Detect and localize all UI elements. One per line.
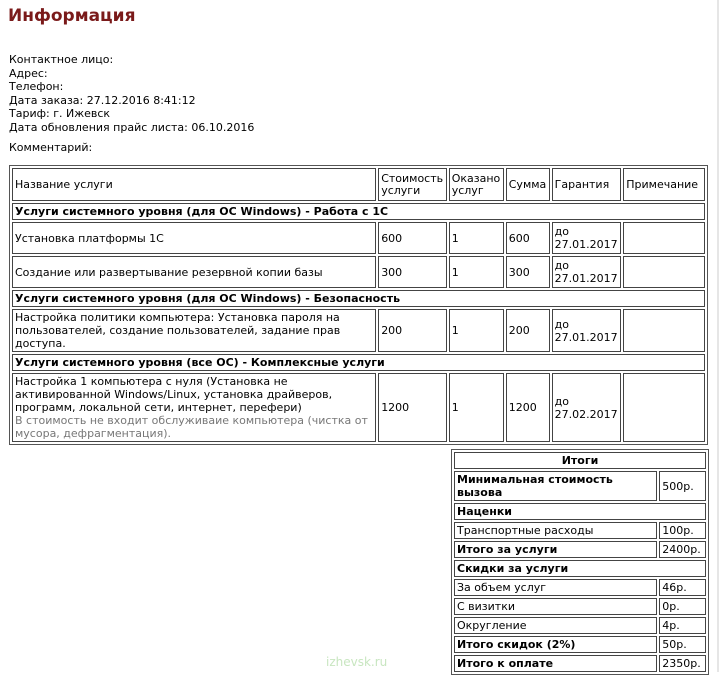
service-note	[623, 309, 705, 352]
section-title: Услуги системного уровня (для ОС Windows) - Безопасность	[12, 290, 705, 307]
discounts-label: Скидки за услуги	[454, 560, 706, 577]
transport-value: 100р.	[659, 522, 706, 539]
totals-row	[454, 503, 706, 520]
page-edge-divider	[717, 0, 719, 672]
service-note	[623, 256, 705, 288]
col-header-note: Примечание	[623, 168, 705, 201]
volume-discount-value: 46р.	[659, 579, 706, 596]
col-header-name: Название услуги	[12, 168, 376, 201]
section-row	[12, 354, 705, 371]
rounding-value: 4р.	[659, 617, 706, 634]
service-sum: 1200	[506, 373, 550, 442]
service-name: Установка платформы 1С	[12, 222, 376, 254]
contact-person-label: Контактное лицо:	[9, 53, 114, 66]
col-header-sum: Сумма	[506, 168, 550, 201]
tariff: Тариф: г. Ижевск	[9, 107, 111, 120]
totals-row	[454, 636, 706, 653]
totals-row	[454, 598, 706, 615]
service-name: Создание или развертывание резервной копии базы	[12, 256, 376, 288]
pay-total-label: Итого к оплате	[454, 655, 657, 672]
totals-header-row	[454, 452, 706, 469]
table-row	[12, 309, 705, 352]
comment-label: Комментарий:	[9, 141, 93, 154]
pay-total-value: 2350р.	[659, 655, 706, 672]
col-header-price: Стоимость услуги	[378, 168, 447, 201]
services-total-value: 2400р.	[659, 541, 706, 558]
pricelist-update-date: Дата обновления прайс листа: 06.10.2016	[9, 120, 255, 134]
col-header-warranty: Гарантия	[552, 168, 622, 201]
service-price: 200	[378, 309, 447, 352]
services-header-row	[12, 168, 705, 201]
service-subnote: В стоимость не входит обслуживаие компьютера (чистка от мусора, дефрагментация).	[15, 414, 368, 440]
section-row	[12, 203, 705, 220]
service-name: Настройка политики компьютера: Установка пароля на пользователей, создание пользователей, задание прав доступа.	[12, 309, 376, 352]
table-row	[12, 373, 705, 442]
totals-row	[454, 655, 706, 672]
service-sum: 600	[506, 222, 550, 254]
markups-label: Наценки	[454, 503, 706, 520]
service-warranty: до 27.01.2017	[552, 309, 622, 352]
transport-label: Транспортные расходы	[454, 522, 657, 539]
col-header-count: Оказано услуг	[449, 168, 504, 201]
totals-header: Итоги	[454, 452, 706, 469]
section-title: Услуги системного уровня (все ОС) - Комплексные услуги	[12, 354, 705, 371]
service-name-cell	[12, 373, 376, 442]
table-row	[12, 222, 705, 254]
service-count: 1	[449, 373, 504, 442]
discounts-total-value: 50р.	[659, 636, 706, 653]
service-note	[623, 222, 705, 254]
totals-table	[451, 449, 709, 675]
totals-row	[454, 579, 706, 596]
totals-row	[454, 617, 706, 634]
service-sum: 200	[506, 309, 550, 352]
min-call-label: Минимальная стоимость вызова	[454, 471, 657, 501]
card-discount-value: 0р.	[659, 598, 706, 615]
totals-row	[454, 541, 706, 558]
address-label: Адрес:	[9, 66, 48, 80]
service-count: 1	[449, 309, 504, 352]
totals-row	[454, 522, 706, 539]
service-price: 600	[378, 222, 447, 254]
service-name: Настройка 1 компьютера с нуля (Установка не активированной Windows/Linux, установка драйверов, программ, локальной сети, интернет, перефери)	[15, 375, 333, 414]
card-discount-label: С визитки	[454, 598, 657, 615]
discounts-total-label: Итого скидок (2%)	[454, 636, 657, 653]
order-info	[9, 53, 254, 134]
service-price: 300	[378, 256, 447, 288]
services-table	[9, 165, 708, 445]
section-row	[12, 290, 705, 307]
volume-discount-label: За объем услуг	[454, 579, 657, 596]
phone-label: Телефон:	[9, 80, 64, 93]
rounding-label: Округление	[454, 617, 657, 634]
service-warranty: до 27.01.2017	[552, 222, 622, 254]
totals-row	[454, 471, 706, 501]
service-warranty: до 27.01.2017	[552, 256, 622, 288]
service-count: 1	[449, 222, 504, 254]
section-title: Услуги системного уровня (для ОС Windows) - Работа с 1С	[12, 203, 705, 220]
totals-row	[454, 560, 706, 577]
service-sum: 300	[506, 256, 550, 288]
services-total-label: Итого за услуги	[454, 541, 657, 558]
order-date: Дата заказа: 27.12.2016 8:41:12	[9, 93, 196, 107]
min-call-value: 500р.	[659, 471, 706, 501]
service-warranty: до 27.02.2017	[552, 373, 622, 442]
table-row	[12, 256, 705, 288]
service-note	[623, 373, 705, 442]
service-price: 1200	[378, 373, 447, 442]
service-count: 1	[449, 256, 504, 288]
watermark: izhevsk.ru	[326, 655, 388, 669]
page-title: Информация	[8, 6, 136, 26]
